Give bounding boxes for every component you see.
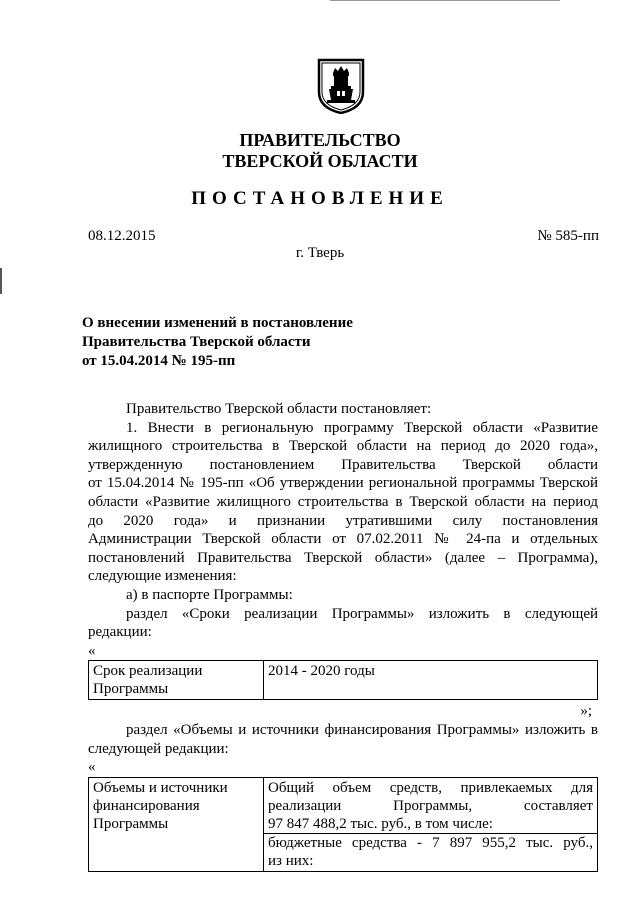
- government-title-line1: ПРАВИТЕЛЬСТВО: [239, 130, 401, 150]
- cell-line: Программы: [93, 681, 169, 698]
- funding-label-cell: [89, 777, 264, 871]
- subject-line: О внесении изменений в постановление: [82, 315, 353, 331]
- text-line: утвержденную постановлением Правительства Тверской области: [88, 456, 598, 473]
- funding-table: [88, 777, 598, 872]
- term-label-cell: [89, 661, 264, 700]
- document-city: г. Тверь: [295, 245, 345, 261]
- cell-line: Срок реализации: [93, 663, 203, 680]
- text-line: 1. Внести в региональную программу Тверской области «Развитие: [126, 419, 598, 436]
- text-line: до 2020 года» и признании утратившими силу постановления: [88, 512, 598, 529]
- cell-line: Программы: [93, 815, 169, 832]
- cell-line: бюджетные средства - 7 897 955,2 тыс. руб.,: [268, 834, 593, 851]
- cell-line: реализации Программы, составляет: [268, 797, 593, 814]
- cell-line: финансирования: [93, 797, 200, 814]
- document-type-heading: ПОСТАНОВЛЕНИЕ: [191, 188, 449, 209]
- text-line: Администрации Тверской области от 07.02.2011 № 24-па и отдельных: [88, 531, 598, 548]
- cell-separator: [264, 833, 597, 870]
- cell-line: Общий объем средств, привлекаемых для: [268, 779, 593, 796]
- document-body: [88, 400, 598, 872]
- text-line: области «Развитие жилищного строительства в Тверской области на период: [88, 493, 598, 510]
- closing-quote: »;: [580, 703, 592, 720]
- text-line: жилищного строительства в Тверской области на период до 2020 года»,: [88, 438, 598, 455]
- cell-line: из них:: [268, 852, 314, 869]
- scan-edge-mark: [330, 0, 560, 1]
- term-table: [88, 660, 598, 700]
- text-line: раздел «Сроки реализации Программы» изложить в следующей: [126, 605, 598, 622]
- government-title-line2: ТВЕРСКОЙ ОБЛАСТИ: [222, 151, 418, 171]
- opening-quote: «: [88, 642, 96, 659]
- document-date: 08.12.2015: [88, 228, 156, 244]
- subject-line: от 15.04.2014 № 195-пп: [82, 353, 236, 369]
- paragraph-1: [88, 419, 598, 586]
- subject-line: Правительства Тверской области: [82, 334, 311, 350]
- funding-value-cell: [264, 777, 598, 871]
- text-line: раздел «Объемы и источники финансирования Программы» изложить в: [126, 721, 598, 738]
- text-line: постановлений Правительства Тверской области» (далее – Программа),: [88, 549, 598, 566]
- table-row: [89, 777, 598, 871]
- scan-margin-mark: [0, 268, 2, 294]
- table-row: [89, 661, 598, 700]
- term-value-cell: 2014 - 2020 годы: [264, 661, 598, 700]
- text-line: редакции:: [88, 624, 152, 641]
- cell-line: 97 847 488,2 тыс. руб., в том числе:: [268, 815, 493, 832]
- text-line: от 15.04.2014 № 195-пп «Об утверждении региональной программы Тверской: [88, 475, 598, 492]
- subparagraph-a: а) в паспорте Программы:: [126, 586, 293, 603]
- document-number: № 585-пп: [537, 228, 599, 244]
- intro-paragraph: Правительство Тверской области постановляет:: [126, 401, 432, 417]
- opening-quote: «: [88, 759, 96, 776]
- text-line: следующие изменения:: [88, 568, 237, 585]
- document-subject: [82, 314, 502, 371]
- text-line: следующей редакции:: [88, 740, 229, 757]
- tver-coat-of-arms-icon: [316, 58, 366, 114]
- cell-line: Объемы и источники: [93, 779, 228, 796]
